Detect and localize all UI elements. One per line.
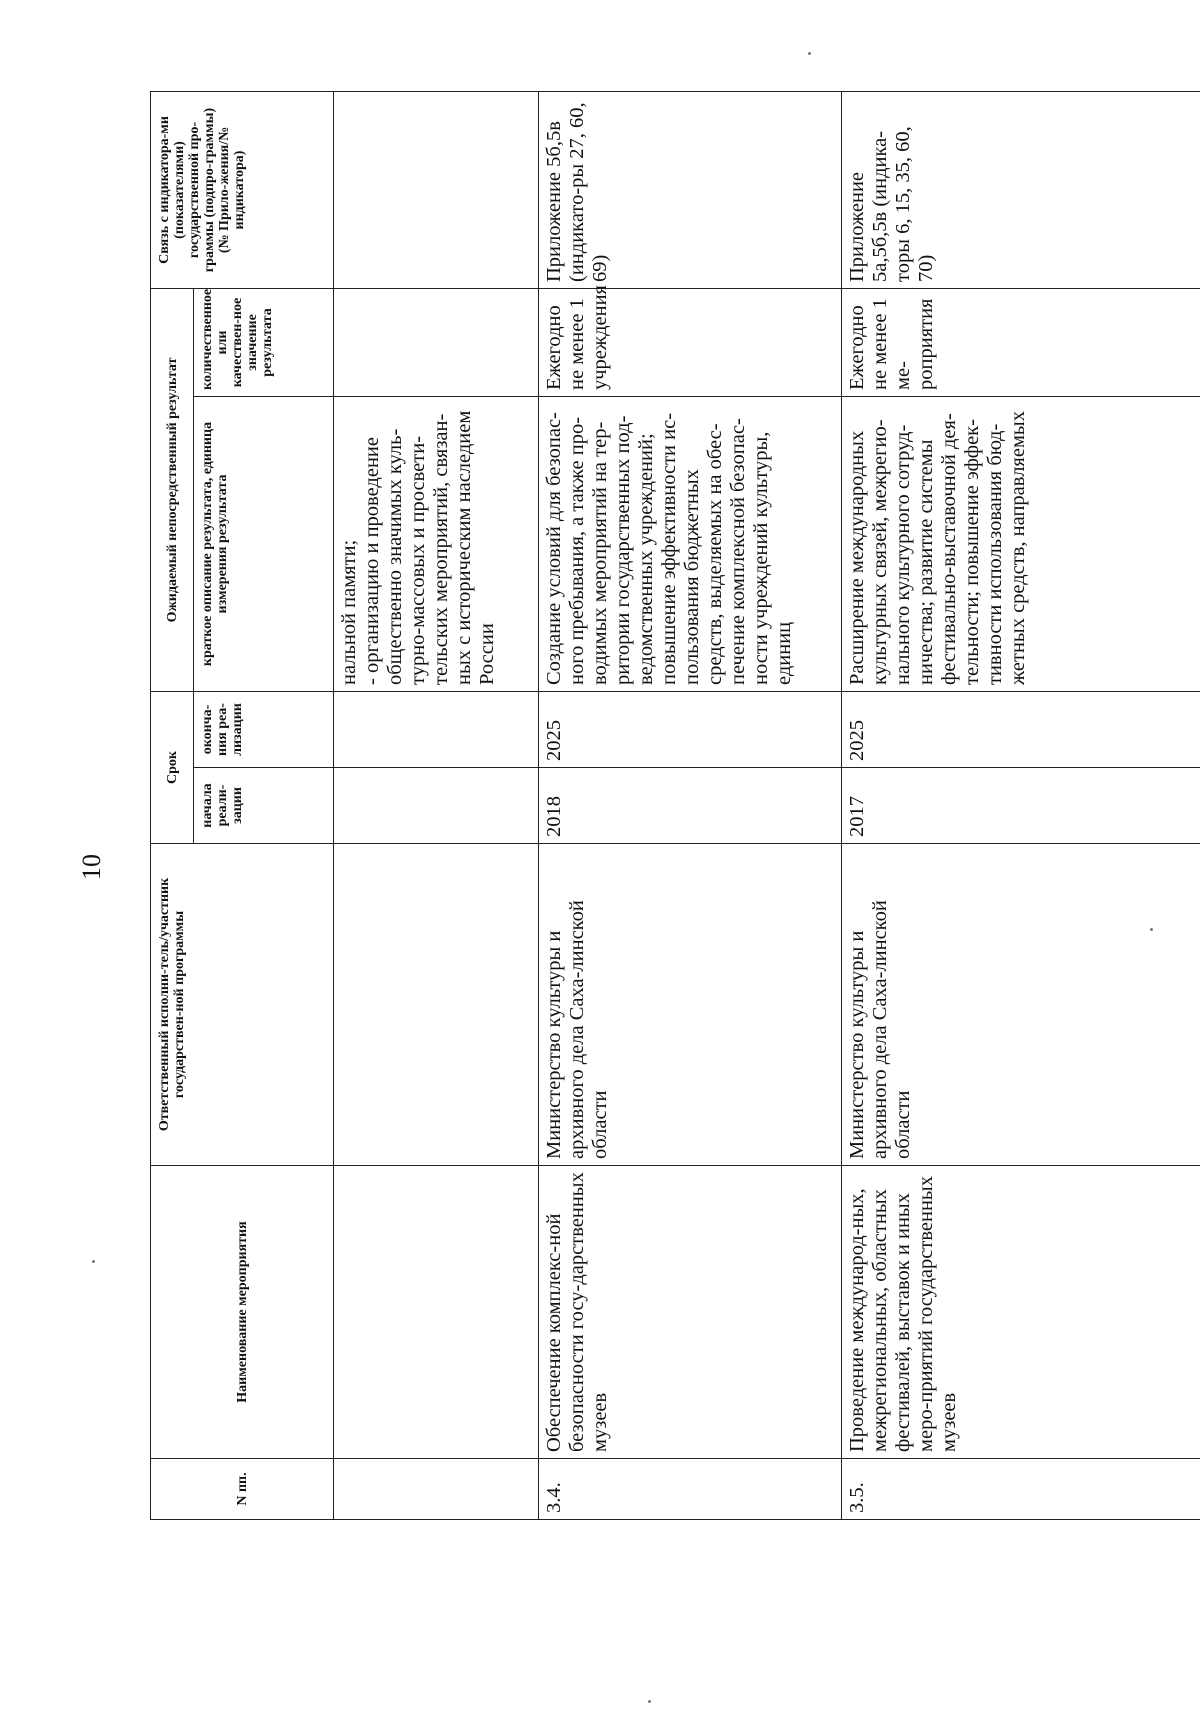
cell-link: Приложение 5а,5б,5в (индика-торы 6, 15, 35, 60, 70)	[842, 92, 1200, 289]
header-num: N пп.	[151, 1459, 334, 1520]
cell-start	[334, 768, 539, 844]
cell-end: 2025	[539, 692, 842, 768]
cell-responsible: Министерство культуры и архивного дела Саха-линской области	[842, 844, 1200, 1166]
header-name: Наименование мероприятия	[151, 1166, 334, 1459]
header-result-value: количественное или качествен-ное значение результата	[194, 289, 334, 397]
scan-speck	[808, 52, 811, 55]
cell-num: 3.5.	[842, 1459, 1200, 1520]
cell-value: Ежегодно не менее 1 ме-роприятия	[842, 289, 1200, 397]
header-responsible: Ответственный исполни-тель/участник государствен-ной программы	[151, 844, 334, 1166]
header-result: Ожидаемый непосредственный результат	[151, 289, 194, 692]
cell-link	[334, 92, 539, 289]
scan-speck	[648, 1700, 651, 1703]
cell-start: 2018	[539, 768, 842, 844]
cell-desc: Создание условий для безопас-ного пребывания, а также про-водимых мероприятий на тер-ритории государственных под-ведомственных учреждений; повышение эффективности ис-пользования бюджетных средств, выделяемых на обес-печение комплексной безопас-ности учреждений культуры, единиц	[539, 397, 842, 692]
cell-value: Ежегодно не менее 1 учреждения	[539, 289, 842, 397]
header-term-start: начала реали-зации	[194, 768, 334, 844]
cell-num	[334, 1459, 539, 1520]
header-term-end: оконча-ния реа-лизации	[194, 692, 334, 768]
measures-table	[150, 91, 1200, 1520]
cell-name	[334, 1166, 539, 1459]
header-link: Связь с индикатора-ми (показателями) государственной про-граммы (подпро-граммы) (№ Прило-жения/№ индикатора)	[151, 92, 334, 289]
header-term: Срок	[151, 692, 194, 844]
cell-desc: нальной памяти; - организацию и проведение общественно значимых куль-турно-массовых и просвети-тельских мероприятий, связан-ных с историческим наследием России	[334, 397, 539, 692]
cell-link: Приложение 5б,5в (индикато-ры 27, 60, 69)	[539, 92, 842, 289]
cell-desc: Расширение международных культурных связей, межрегио-нального культурного сотруд-ничества; развитие системы фестивально-выставочной дея-тельности; повышение эффек-тивности использования бюд-жетных средств, направляемых	[842, 397, 1200, 692]
table-row	[334, 92, 539, 1520]
table-row	[842, 92, 1200, 1520]
cell-start: 2017	[842, 768, 1200, 844]
cell-responsible: Министерство культуры и архивного дела Саха-линской области	[539, 844, 842, 1166]
cell-num: 3.4.	[539, 1459, 842, 1520]
scan-speck	[92, 1260, 95, 1263]
rotated-table-container	[150, 92, 1200, 1520]
cell-name: Обеспечение комплекс-ной безопасности госу-дарственных музеев	[539, 1166, 842, 1459]
cell-value	[334, 289, 539, 397]
table-row	[539, 92, 842, 1520]
scan-speck	[1150, 928, 1153, 931]
cell-end: 2025	[842, 692, 1200, 768]
page-number: 10	[77, 854, 106, 880]
header-result-desc: краткое описание результата, единица измерения результата	[194, 397, 334, 692]
cell-responsible	[334, 844, 539, 1166]
cell-name: Проведение международ-ных, межрегиональных, областных фестивалей, выставок и иных меро-приятий государственных музеев	[842, 1166, 1200, 1459]
cell-end	[334, 692, 539, 768]
